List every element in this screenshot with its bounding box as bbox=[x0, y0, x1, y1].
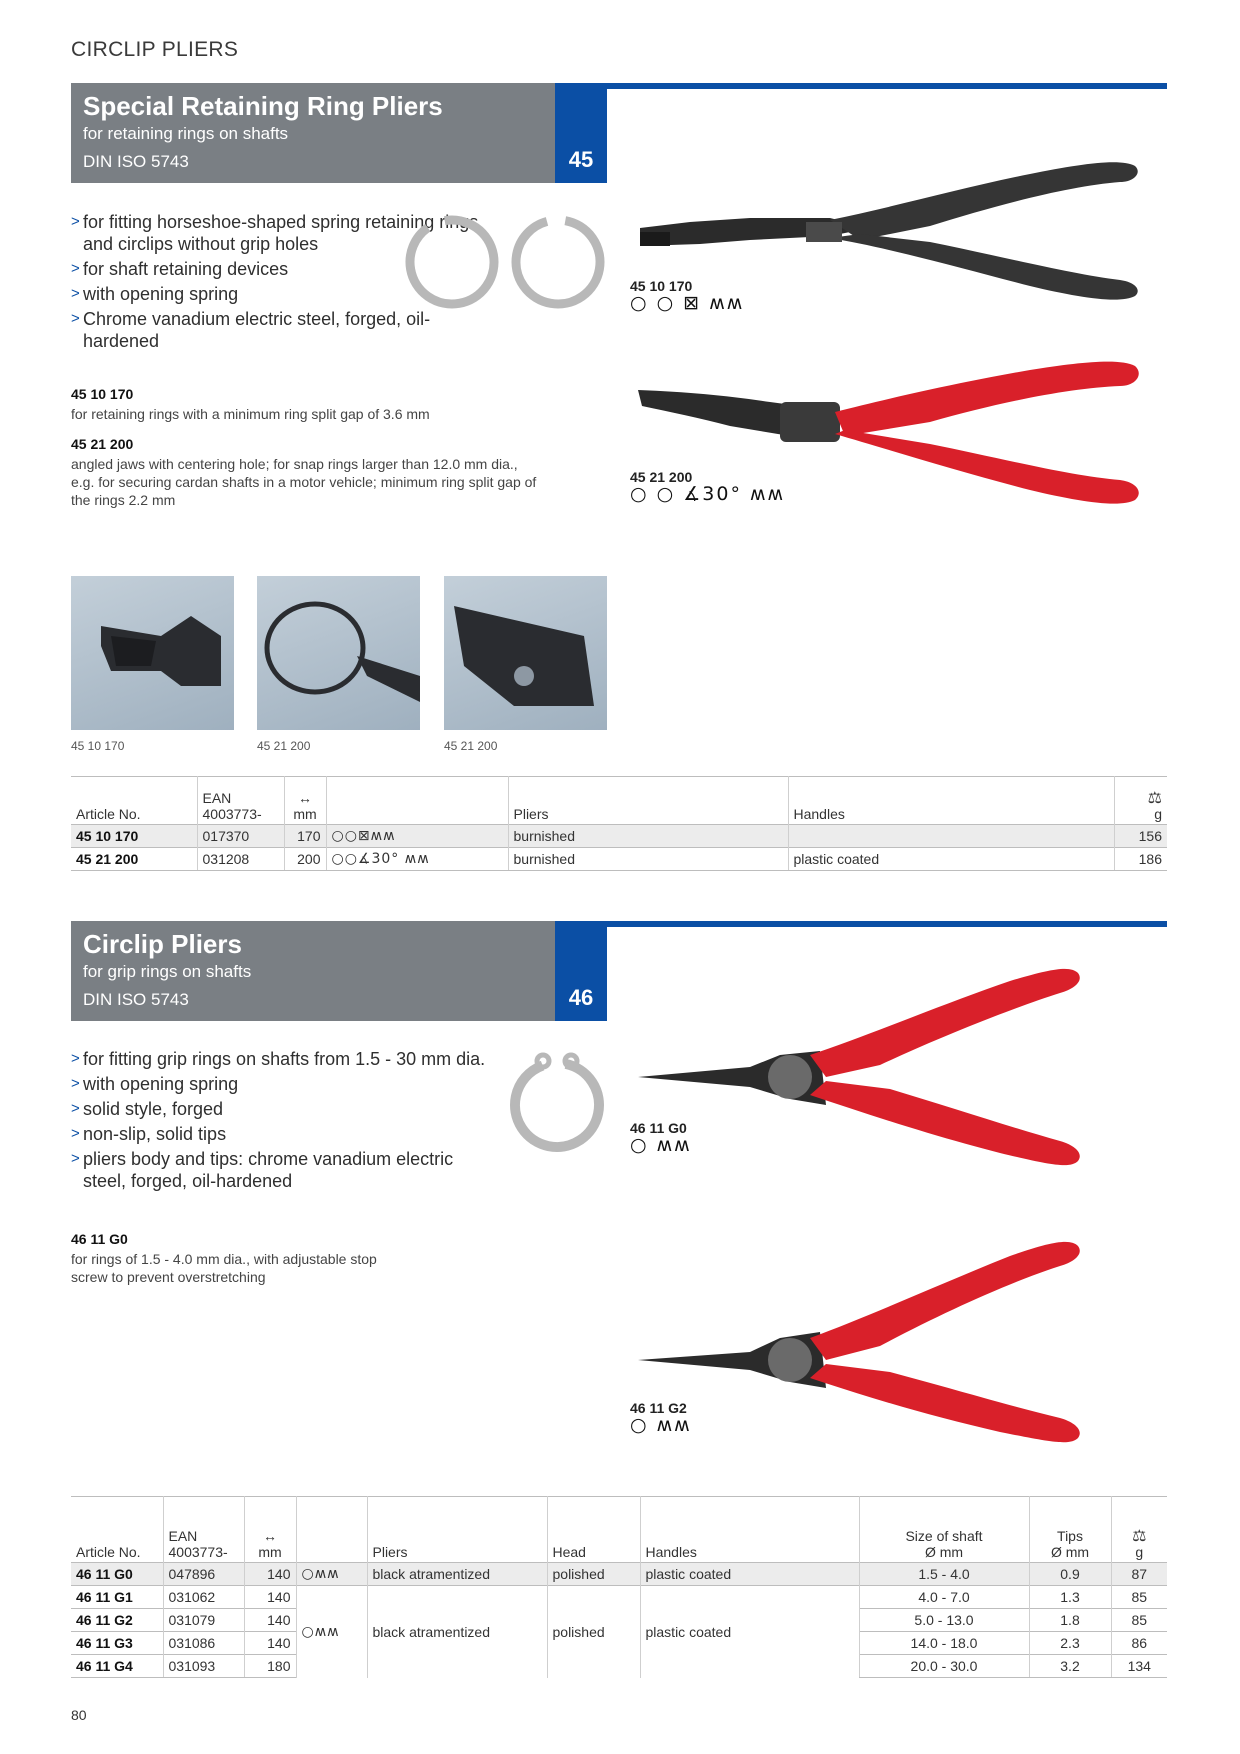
col-weight bbox=[1114, 777, 1167, 825]
plier-article-label: 46 11 G2 bbox=[630, 1400, 687, 1416]
note-text: for retaining rings with a minimum ring split gap of 3.6 mm bbox=[71, 406, 430, 422]
cell-handles: plastic coated bbox=[640, 1586, 859, 1678]
photo-caption: 45 21 200 bbox=[444, 739, 498, 753]
col-length bbox=[284, 777, 326, 825]
section-subtitle: for retaining rings on shafts bbox=[83, 124, 289, 143]
plier-feature-icons: ○ ○ ⊠ ʍʍ bbox=[630, 292, 745, 314]
cell-icons: ○ʍʍ bbox=[296, 1586, 367, 1678]
photo-caption: 45 21 200 bbox=[257, 739, 311, 753]
cell-head: polished bbox=[547, 1586, 640, 1678]
plier-image-45-10-170 bbox=[630, 148, 1150, 308]
cell-tips: 1.8 bbox=[1029, 1609, 1111, 1632]
section-standard: DIN ISO 5743 bbox=[83, 152, 189, 171]
cell-ean: 031093 bbox=[163, 1655, 244, 1678]
cell-ean: 031062 bbox=[163, 1586, 244, 1609]
cell-weight: 85 bbox=[1111, 1609, 1167, 1632]
cell-handles bbox=[788, 825, 1114, 848]
article-note bbox=[71, 435, 541, 509]
cell-length: 200 bbox=[284, 848, 326, 871]
closeup-photo-45-21-200 bbox=[257, 576, 420, 730]
ean-label: EAN bbox=[202, 790, 232, 806]
col-shaft bbox=[859, 1497, 1029, 1563]
col-pliers: Pliers bbox=[508, 777, 788, 825]
section-kicker: CIRCLIP PLIERS bbox=[71, 38, 239, 61]
plier-image-46-11-g0 bbox=[630, 955, 1100, 1195]
feature-item: > for shaft retaining devices bbox=[71, 258, 491, 280]
table-row bbox=[71, 848, 1167, 871]
cell-length: 180 bbox=[244, 1655, 296, 1678]
cell-handles: plastic coated bbox=[640, 1563, 859, 1586]
article-note bbox=[71, 385, 541, 423]
cell-weight: 186 bbox=[1114, 848, 1167, 871]
cell-length: 140 bbox=[244, 1563, 296, 1586]
length-icon: ↔ bbox=[298, 790, 312, 806]
section-number: 45 bbox=[568, 147, 594, 172]
cell-pliers: burnished bbox=[508, 825, 788, 848]
col-icons bbox=[296, 1497, 367, 1563]
col-article: Article No. bbox=[76, 1544, 141, 1560]
section-standard: DIN ISO 5743 bbox=[83, 990, 189, 1009]
cell-ean: 031086 bbox=[163, 1632, 244, 1655]
cell-weight: 134 bbox=[1111, 1655, 1167, 1678]
note-article: 45 21 200 bbox=[71, 436, 134, 452]
tips-label: Tips bbox=[1057, 1528, 1083, 1544]
shaft-unit: Ø mm bbox=[924, 1544, 964, 1560]
cell-shaft: 14.0 - 18.0 bbox=[859, 1632, 1029, 1655]
banner-rule bbox=[607, 83, 1167, 89]
article-note bbox=[71, 1230, 541, 1286]
cell-article: 46 11 G2 bbox=[71, 1609, 163, 1632]
banner-title-box bbox=[71, 921, 555, 1021]
cell-icons: ○○∡30° ʍʍ bbox=[326, 848, 508, 871]
retaining-ring-illustration bbox=[402, 210, 610, 314]
cell-pliers: black atramentized bbox=[367, 1563, 547, 1586]
col-pliers: Pliers bbox=[367, 1497, 547, 1563]
cell-icons: ○○⊠ʍʍ bbox=[326, 825, 508, 848]
feature-item: > for fitting grip rings on shafts from 1.5 - 30 mm dia. bbox=[71, 1048, 491, 1070]
feature-item: > solid style, forged bbox=[71, 1098, 491, 1120]
spec-table-45 bbox=[71, 776, 1167, 871]
note-article: 45 10 170 bbox=[71, 386, 134, 402]
cell-weight: 86 bbox=[1111, 1632, 1167, 1655]
feature-item: > for fitting horseshoe-shaped spring retaining rings and circlips without grip holes bbox=[71, 211, 491, 255]
cell-article: 46 11 G1 bbox=[71, 1586, 163, 1609]
col-weight bbox=[1111, 1497, 1167, 1563]
plier-image-46-11-g2 bbox=[630, 1220, 1100, 1460]
table-row bbox=[71, 825, 1167, 848]
cell-tips: 3.2 bbox=[1029, 1655, 1111, 1678]
col-ean bbox=[163, 1497, 244, 1563]
feature-item: > pliers body and tips: chrome vanadium electric steel, forged, oil-hardened bbox=[71, 1148, 491, 1192]
cell-length: 170 bbox=[284, 825, 326, 848]
tips-unit: Ø mm bbox=[1050, 1544, 1090, 1560]
section-title: Special Retaining Ring Pliers bbox=[83, 91, 443, 121]
grip-ring-illustration bbox=[505, 1045, 609, 1157]
cell-icons: ○ʍʍ bbox=[296, 1563, 367, 1586]
length-unit: mm bbox=[258, 1544, 282, 1560]
table-row bbox=[71, 1586, 1167, 1609]
closeup-photo-45-21-200 bbox=[444, 576, 607, 730]
cell-ean: 031079 bbox=[163, 1609, 244, 1632]
cell-ean: 031208 bbox=[197, 848, 284, 871]
col-tips bbox=[1029, 1497, 1111, 1563]
length-unit: mm bbox=[293, 806, 317, 822]
scale-icon: ⚖ bbox=[1132, 1526, 1147, 1545]
feature-list bbox=[71, 1048, 491, 1195]
cell-article: 46 11 G0 bbox=[71, 1563, 163, 1586]
cell-ean: 017370 bbox=[197, 825, 284, 848]
plier-article-label: 45 10 170 bbox=[630, 278, 693, 294]
ean-prefix: 4003773- bbox=[168, 1544, 228, 1560]
cell-article: 45 10 170 bbox=[71, 825, 197, 848]
note-article: 46 11 G0 bbox=[71, 1231, 128, 1247]
plier-feature-icons: ○ ʍʍ bbox=[630, 1414, 692, 1436]
photo-caption: 45 10 170 bbox=[71, 739, 125, 753]
cell-head: polished bbox=[547, 1563, 640, 1586]
cell-article: 46 11 G4 bbox=[71, 1655, 163, 1678]
table-row bbox=[71, 1563, 1167, 1586]
section-subtitle: for grip rings on shafts bbox=[83, 962, 252, 981]
cell-tips: 0.9 bbox=[1029, 1563, 1111, 1586]
section-number-tab bbox=[555, 921, 607, 1021]
cell-pliers: burnished bbox=[508, 848, 788, 871]
plier-article-label: 46 11 G0 bbox=[630, 1120, 687, 1136]
cell-tips: 2.3 bbox=[1029, 1632, 1111, 1655]
note-text: for rings of 1.5 - 4.0 mm dia., with adjustable stop screw to prevent overstretching bbox=[71, 1251, 377, 1285]
cell-weight: 156 bbox=[1114, 825, 1167, 848]
cell-length: 140 bbox=[244, 1609, 296, 1632]
cell-length: 140 bbox=[244, 1632, 296, 1655]
plier-feature-icons: ○ ○ ∡30° ʍʍ bbox=[630, 483, 786, 505]
col-article: Article No. bbox=[76, 806, 141, 822]
feature-item: > with opening spring bbox=[71, 283, 491, 305]
feature-item: > Chrome vanadium electric steel, forged, oil-hardened bbox=[71, 308, 491, 352]
cell-ean: 047896 bbox=[163, 1563, 244, 1586]
cell-pliers: black atramentized bbox=[367, 1586, 547, 1678]
plier-article-label: 45 21 200 bbox=[630, 469, 693, 485]
col-length bbox=[244, 1497, 296, 1563]
weight-unit: g bbox=[1135, 1544, 1144, 1560]
feature-item: > non-slip, solid tips bbox=[71, 1123, 491, 1145]
weight-unit: g bbox=[1154, 806, 1162, 822]
length-icon: ↔ bbox=[263, 1528, 277, 1544]
shaft-label: Size of shaft bbox=[905, 1528, 983, 1544]
page-number: 80 bbox=[71, 1707, 87, 1723]
note-text: angled jaws with centering hole; for snap rings larger than 12.0 mm dia., e.g. for securing cardan shafts in a motor vehicle; minimum ring split gap of the rings 2.2 mm bbox=[71, 456, 537, 508]
cell-tips: 1.3 bbox=[1029, 1586, 1111, 1609]
col-handles: Handles bbox=[640, 1497, 859, 1563]
col-handles: Handles bbox=[788, 777, 1114, 825]
ean-label: EAN bbox=[168, 1528, 198, 1544]
cell-shaft: 1.5 - 4.0 bbox=[859, 1563, 1029, 1586]
cell-weight: 87 bbox=[1111, 1563, 1167, 1586]
section-number-tab bbox=[555, 83, 607, 183]
cell-shaft: 4.0 - 7.0 bbox=[859, 1586, 1029, 1609]
col-head: Head bbox=[547, 1497, 640, 1563]
closeup-photo-45-10-170 bbox=[71, 576, 234, 730]
cell-handles: plastic coated bbox=[788, 848, 1114, 871]
scale-icon: ⚖ bbox=[1147, 788, 1162, 807]
col-ean bbox=[197, 777, 284, 825]
cell-article: 46 11 G3 bbox=[71, 1632, 163, 1655]
section-number: 46 bbox=[568, 985, 594, 1010]
banner-rule bbox=[607, 921, 1167, 927]
section-title: Circlip Pliers bbox=[83, 929, 242, 959]
cell-shaft: 20.0 - 30.0 bbox=[859, 1655, 1029, 1678]
cell-weight: 85 bbox=[1111, 1586, 1167, 1609]
col-icons bbox=[326, 777, 508, 825]
banner-title-box bbox=[71, 83, 555, 183]
cell-length: 140 bbox=[244, 1586, 296, 1609]
cell-article: 45 21 200 bbox=[71, 848, 197, 871]
spec-table-46 bbox=[71, 1496, 1167, 1678]
plier-feature-icons: ○ ʍʍ bbox=[630, 1134, 692, 1156]
feature-item: > with opening spring bbox=[71, 1073, 491, 1095]
ean-prefix: 4003773- bbox=[202, 806, 262, 822]
cell-shaft: 5.0 - 13.0 bbox=[859, 1609, 1029, 1632]
